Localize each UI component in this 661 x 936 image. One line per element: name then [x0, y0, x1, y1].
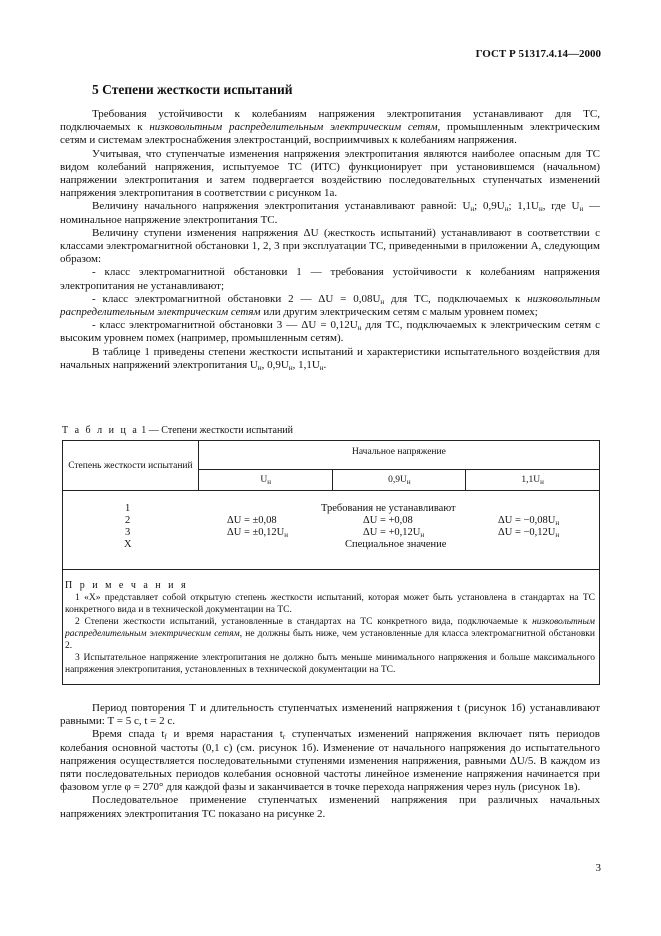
- standard-header: ГОСТ Р 51317.4.14—2000: [475, 48, 601, 60]
- row3-11u: $\Delta U = -0,12U_н$: [498, 527, 560, 539]
- row2-09u: ΔU = +0,08: [363, 515, 413, 526]
- row3-09u: $\Delta U = +0,12U_н$: [363, 527, 425, 539]
- header-09u: $0,9U_н$: [333, 470, 466, 491]
- severity-table: [62, 440, 600, 685]
- paragraph-rise-fall: Время спада $t_f$ и время нарастания $t_r$ ступенчатых изменений напряжения включает пять периодов колебания основной частоты (0,1 с) (см. рисунок 1б). Изменение от начального напряжения до испытательного напряжения осуществляется последовательными ступенями изменения напряжения, равными ΔU/5. В каждом из пяти последовательных периодов колебания основной частоты линейное изменение напряжения начинается при фазовом угле φ = 270° для каждой фазы и заканчивается в точке перехода напряжения через нуль (рисунок 1в).: [60, 728, 600, 794]
- row3-u: $\Delta U = \pm 0,12U_н$: [227, 527, 288, 539]
- header-initial-voltage: Начальное напряжение: [198, 441, 599, 470]
- paragraph-sequence: Последовательное применение ступенчатых изменений напряжения при различных начальных напряжениях электропитания ТС показано на рисунке 2.: [60, 794, 600, 820]
- note-1: 1 «X» представляет собой открытую степень жесткости испытаний, которая может быть установлена в стандартах на ТС конкретного вида и в технической документации на ТС.: [65, 593, 595, 615]
- list-item-class-2: - класс электромагнитной обстановки 2 — $\Delta U = 0,08U_н$ для ТС, подключаемых к низковольтным распределительным электрическим сетям или другим электрическим сетям с малым уровнем помех;: [60, 292, 600, 319]
- page-number: 3: [595, 862, 601, 874]
- paragraph-4: Величину ступени изменения напряжения ΔU (жесткость испытаний) устанавливают в соответствии с классами электромагнитной обстановки 1, 2, 3 при эксплуатации ТС, приведенными в приложении А, следующим образом:: [60, 226, 600, 266]
- paragraph-5: В таблице 1 приведены степени жесткости испытаний и характеристики испытательного воздействия для начальных напряжений электропитания $U_н$, $0,9U_н$, $1,1U_н$.: [60, 345, 600, 372]
- list-item-class-3: - класс электромагнитной обстановки 3 — $\Delta U = 0,12U_н$ для ТС, подключаемых к электрическим сетям с высоким уровнем помех (например, промышленным сетям).: [60, 319, 600, 345]
- rowx-special: Специальное значение: [345, 539, 447, 550]
- table-data-block: [63, 491, 600, 570]
- list-item-class-1: - класс электромагнитной обстановки 1 — требования устойчивости к колебаниям напряжения электропитания не устанавливают;: [60, 266, 600, 292]
- level-3: 3: [125, 527, 131, 538]
- paragraph-1: Требования устойчивости к колебаниям напряжения электропитания устанавливают для ТС, подключаемых к низковольтным распределительным электрическим сетям, промышленным электрическим сетям и системам электроснабжения электростанций, восприимчивых к колебаниям напряжения.: [60, 108, 600, 147]
- header-level: Степень жесткости испытаний: [63, 441, 199, 491]
- row2-u: ΔU = ±0,08: [227, 515, 277, 526]
- note-3: 3 Испытательное напряжение электропитания не должно быть меньше минимального напряжения и больше максимального напряжения электропитания, установленных в технической документации на ТС.: [65, 653, 595, 675]
- table-notes: [63, 570, 600, 685]
- note-2: 2 Степени жесткости испытаний, установленные в стандартах на ТС конкретного вида, подключаемые к низковольтным распределительным электрическим сетям, не должны быть ниже, чем установленные для класса электромагнитной обстановки 2.: [65, 617, 595, 651]
- header-u: $U_н$: [198, 470, 333, 491]
- table-caption: Т а б л и ц а 1 — Степени жесткости испытаний: [62, 425, 293, 436]
- paragraph-2: Учитывая, что ступенчатые изменения напряжения электропитания являются наиболее опасным для ТС видом колебаний напряжения, испытуемое ТС (ИТС) функционирует при установившемся (начальном) напряжении электропитания и затем подвергается воздействию последовательных ступенчатых изменений напряжения электропитания в соответствии с рисунком 1а.: [60, 147, 600, 200]
- level-2: 2: [125, 515, 131, 526]
- row1-not-required: Требования не устанавливают: [321, 503, 456, 514]
- level-1: 1: [125, 503, 131, 514]
- notes-title: П р и м е ч а н и я: [65, 580, 189, 591]
- body-text-bottom: [60, 702, 600, 821]
- level-x: X: [124, 539, 132, 550]
- row2-11u: $\Delta U = -0,08U_н$: [498, 515, 560, 527]
- body-text-top: [60, 108, 600, 372]
- paragraph-3: Величину начального напряжения электропитания устанавливают равной: $U_н$; $0,9U_н$; $1,1U_н$, где $U_н$ — номинальное напряжение электропитания ТС.: [60, 200, 601, 226]
- section-title: 5 Степени жесткости испытаний: [92, 82, 293, 97]
- paragraph-period: Период повторения T и длительность ступенчатых изменений напряжения t (рисунок 1б) устанавливают равными: T = 5 с, t = 2 с.: [60, 702, 600, 728]
- header-11u: $1,1U_н$: [466, 470, 600, 491]
